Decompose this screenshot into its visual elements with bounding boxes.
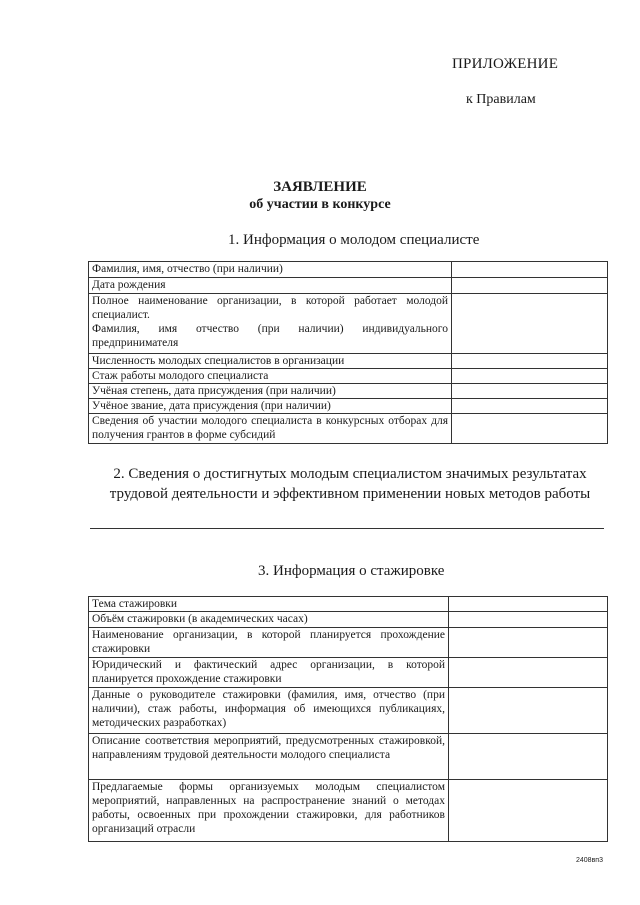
table-row [89, 688, 608, 734]
row-label: Описание соответствия мероприятий, предусмотренных стажировкой, направлениям трудовой деятельности молодого специалиста [89, 734, 449, 780]
appendix-subtitle: к Правилам [466, 92, 536, 107]
value-cell[interactable] [452, 399, 608, 414]
row-label: Численность молодых специалистов в организации [89, 354, 452, 369]
value-cell[interactable] [449, 597, 608, 612]
organization-label: Полное наименование организации, в которой работает молодой специалист. [92, 295, 448, 321]
row-label: Учёная степень, дата присуждения (при наличии) [89, 384, 452, 399]
specialist-info-table [88, 261, 608, 444]
table-row [89, 597, 608, 612]
value-cell[interactable] [449, 628, 608, 658]
row-label: Фамилия, имя, отчество (при наличии) [89, 262, 452, 278]
row-label: Наименование организации, в которой планируется прохождение стажировки [89, 628, 449, 658]
internship-info-table [88, 596, 608, 842]
section2-heading: 2. Сведения о достигнутых молодым специалистом значимых результатах трудовой деятельности и эффективном применении новых методов работы [109, 466, 591, 502]
table-row [89, 612, 608, 628]
value-cell[interactable] [452, 384, 608, 399]
row-label: Стаж работы молодого специалиста [89, 369, 452, 384]
table-row [89, 780, 608, 842]
value-cell[interactable] [452, 262, 608, 278]
table-row [89, 262, 608, 278]
value-cell[interactable] [452, 369, 608, 384]
row-label: Предлагаемые формы организуемых молодым специалистом мероприятий, направленных на распространение знаний о методах работы, освоенных при прохождении стажировки, для работников организаций отрасли [89, 780, 449, 842]
value-cell[interactable] [449, 658, 608, 688]
table-row [89, 734, 608, 780]
table-row [89, 399, 608, 414]
table-row [89, 369, 608, 384]
row-label [89, 294, 452, 354]
value-cell[interactable] [449, 612, 608, 628]
value-cell[interactable] [452, 278, 608, 294]
row-label: Объём стажировки (в академических часах) [89, 612, 449, 628]
value-cell[interactable] [452, 414, 608, 444]
table-row [89, 354, 608, 369]
section3-heading: 3. Информация о стажировке [258, 563, 445, 579]
table-row [89, 658, 608, 688]
document-subtitle: об участии в конкурсе [249, 197, 391, 212]
table-row [89, 278, 608, 294]
appendix-title: ПРИЛОЖЕНИЕ [452, 56, 559, 72]
row-label: Данные о руководителе стажировки (фамилия, имя, отчество (при наличии), стаж работы, информация об имеющихся публикациях, методических разработках) [89, 688, 449, 734]
document-code: 2408вп3 [576, 857, 603, 864]
document-title: ЗАЯВЛЕНИЕ [273, 179, 367, 195]
entrepreneur-label: Фамилия, имя отчество (при наличии) индивидуального предпринимателя [92, 323, 448, 349]
table-row [89, 294, 608, 354]
value-cell[interactable] [449, 688, 608, 734]
table-row [89, 414, 608, 444]
section1-heading: 1. Информация о молодом специалисте [228, 232, 480, 248]
row-label: Юридический и фактический адрес организации, в которой планируется прохождение стажировки [89, 658, 449, 688]
value-cell[interactable] [449, 780, 608, 842]
answer-line[interactable] [90, 528, 604, 529]
value-cell[interactable] [452, 354, 608, 369]
table-row [89, 628, 608, 658]
value-cell[interactable] [449, 734, 608, 780]
row-label: Дата рождения [89, 278, 452, 294]
row-label: Тема стажировки [89, 597, 449, 612]
row-label: Учёное звание, дата присуждения (при наличии) [89, 399, 452, 414]
value-cell[interactable] [452, 294, 608, 354]
table-row [89, 384, 608, 399]
row-label: Сведения об участии молодого специалиста в конкурсных отборах для получения грантов в форме субсидий [89, 414, 452, 444]
